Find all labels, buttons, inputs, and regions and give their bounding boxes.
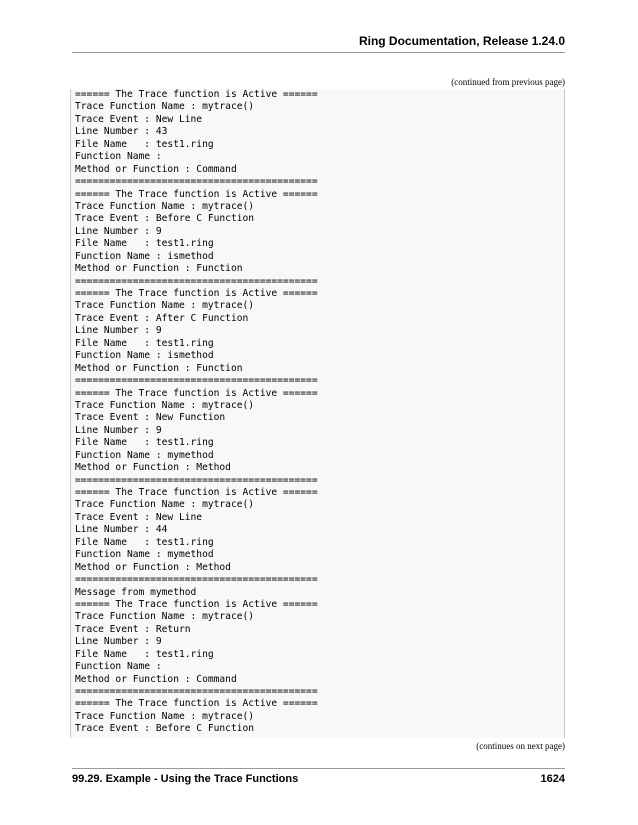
code-line: Method or Function : Method [75,561,231,573]
code-line: ========================================== [75,176,318,188]
code-line: ====== The Trace function is Active ====== [75,89,318,100]
code-line: Message from mymethod [75,586,197,598]
code-line: Function Name : [75,661,162,673]
code-line: Function Name : ismethod [75,350,214,362]
code-line: Trace Function Name : mytrace() [75,499,255,511]
code-line: Trace Event : New Line [75,113,203,125]
footer-divider [72,768,565,769]
code-line: Line Number : 9 [75,424,162,436]
code-line: Trace Function Name : mytrace() [75,710,255,722]
code-line: File Name : test1.ring [75,138,214,150]
code-line: Line Number : 43 [75,126,168,138]
code-line: Trace Function Name : mytrace() [75,300,255,312]
header-divider [72,52,565,53]
code-line: File Name : test1.ring [75,337,214,349]
code-line: Line Number : 9 [75,636,162,648]
code-line: Trace Function Name : mytrace() [75,200,255,212]
code-line: Trace Event : After C Function [75,312,249,324]
code-line: Function Name : mymethod [75,549,214,561]
code-line: ========================================== [75,375,318,387]
code-line: File Name : test1.ring [75,238,214,250]
code-line: ====== The Trace function is Active ====== [75,188,318,200]
continues-on-note: (continues on next page) [476,741,565,751]
code-line: Method or Function : Function [75,362,243,374]
code-line: File Name : test1.ring [75,648,214,660]
code-line: Trace Event : New Line [75,511,203,523]
code-line: ====== The Trace function is Active ====== [75,698,318,710]
code-line: Method or Function : Command [75,163,237,175]
page-header-title: Ring Documentation, Release 1.24.0 [358,34,565,48]
code-block [70,89,565,738]
code-line: Function Name : [75,151,162,163]
code-line: Function Name : ismethod [75,250,214,262]
code-line: Trace Function Name : mytrace() [75,399,255,411]
code-line: ====== The Trace function is Active ====== [75,288,318,299]
continued-from-note: (continued from previous page) [451,77,565,87]
code-line: Trace Event : Before C Function [75,213,255,225]
code-line: File Name : test1.ring [75,536,214,548]
code-line: ====== The Trace function is Active ====== [75,487,318,498]
code-line: Line Number : 9 [75,225,162,237]
code-line: ========================================== [75,474,318,486]
code-line: Trace Event : Before C Function [75,723,255,735]
code-line: Trace Function Name : mytrace() [75,101,255,113]
code-line: ====== The Trace function is Active ====== [75,598,318,610]
code-line: ========================================== [75,574,318,586]
code-line: Line Number : 44 [75,524,168,536]
code-line: Trace Event : New Function [75,412,226,424]
footer-page-number: 1624 [540,773,565,785]
code-line: ====== The Trace function is Active ====== [75,387,318,399]
code-line: Function Name : mymethod [75,449,214,461]
code-line: Method or Function : Function [75,263,243,275]
code-line: File Name : test1.ring [75,437,214,449]
footer-section-title: 99.29. Example - Using the Trace Functions [72,773,299,785]
code-line: ========================================== [75,686,318,697]
code-line: Trace Function Name : mytrace() [75,611,255,623]
code-line: Method or Function : Method [75,462,231,474]
code-line: ========================================== [75,275,318,287]
code-lines [71,89,564,736]
code-line: Method or Function : Command [75,673,237,685]
code-line: Line Number : 9 [75,325,162,337]
code-line: Trace Event : Return [75,623,191,635]
